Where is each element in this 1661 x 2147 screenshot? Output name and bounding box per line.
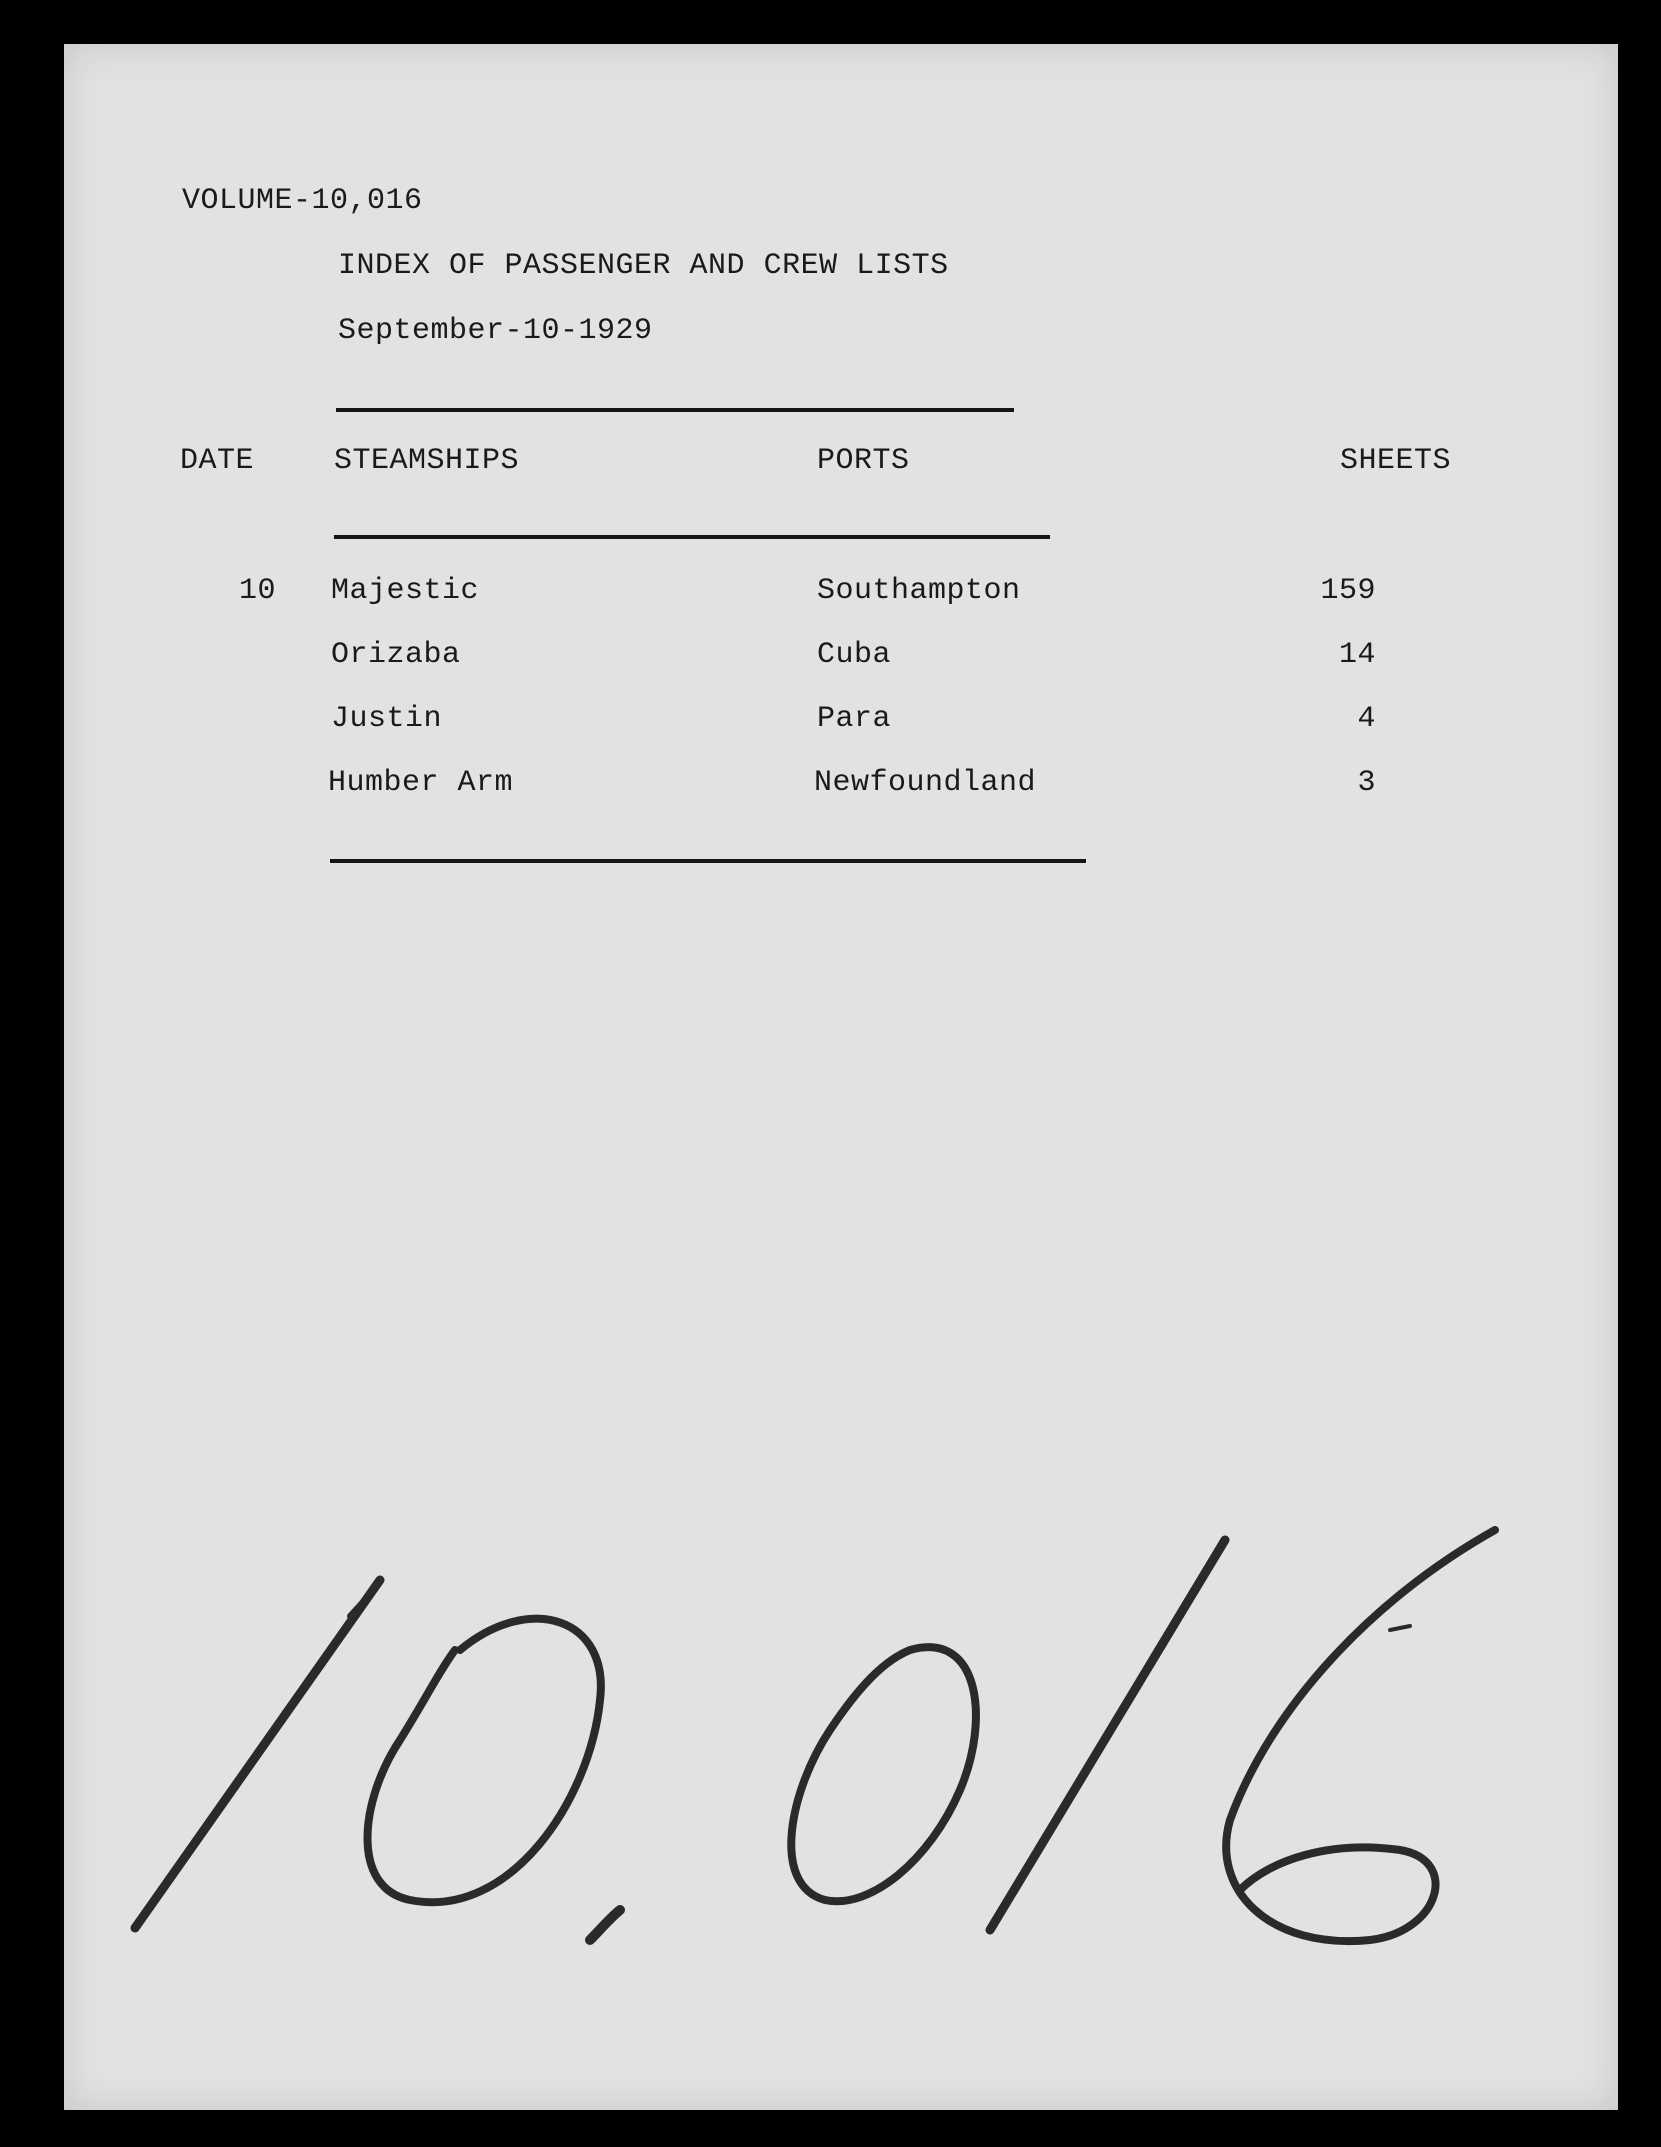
- table-cell-ship: Majestic: [331, 574, 480, 608]
- table-cell-ship: Justin: [331, 702, 443, 736]
- table-cell-date: 10: [238, 574, 276, 608]
- document-date: September-10-1929: [338, 314, 653, 348]
- handwritten-volume-note: [110, 1500, 1510, 1980]
- table-cell-sheets: 4: [1357, 702, 1376, 736]
- table-cell-ship: Humber Arm: [328, 766, 514, 800]
- column-header-rule: [334, 535, 1050, 539]
- volume-number: VOLUME-10,016: [182, 184, 423, 218]
- table-cell-sheets: 3: [1357, 766, 1376, 800]
- column-header-sheets: SHEETS: [1340, 444, 1452, 478]
- table-cell-port: Southampton: [817, 574, 1021, 608]
- document-title: INDEX OF PASSENGER AND CREW LISTS: [338, 249, 949, 283]
- table-bottom-rule: [330, 859, 1086, 863]
- header-rule: [336, 408, 1014, 412]
- column-header-date: DATE: [180, 444, 255, 478]
- table-cell-sheets: 14: [1338, 638, 1376, 672]
- table-cell-sheets: 159: [1320, 574, 1376, 608]
- table-cell-port: Cuba: [817, 638, 892, 672]
- column-header-steamships: STEAMSHIPS: [334, 444, 520, 478]
- table-cell-port: Para: [817, 702, 892, 736]
- table-cell-ship: Orizaba: [331, 638, 461, 672]
- table-cell-port: Newfoundland: [814, 766, 1037, 800]
- column-header-ports: PORTS: [817, 444, 910, 478]
